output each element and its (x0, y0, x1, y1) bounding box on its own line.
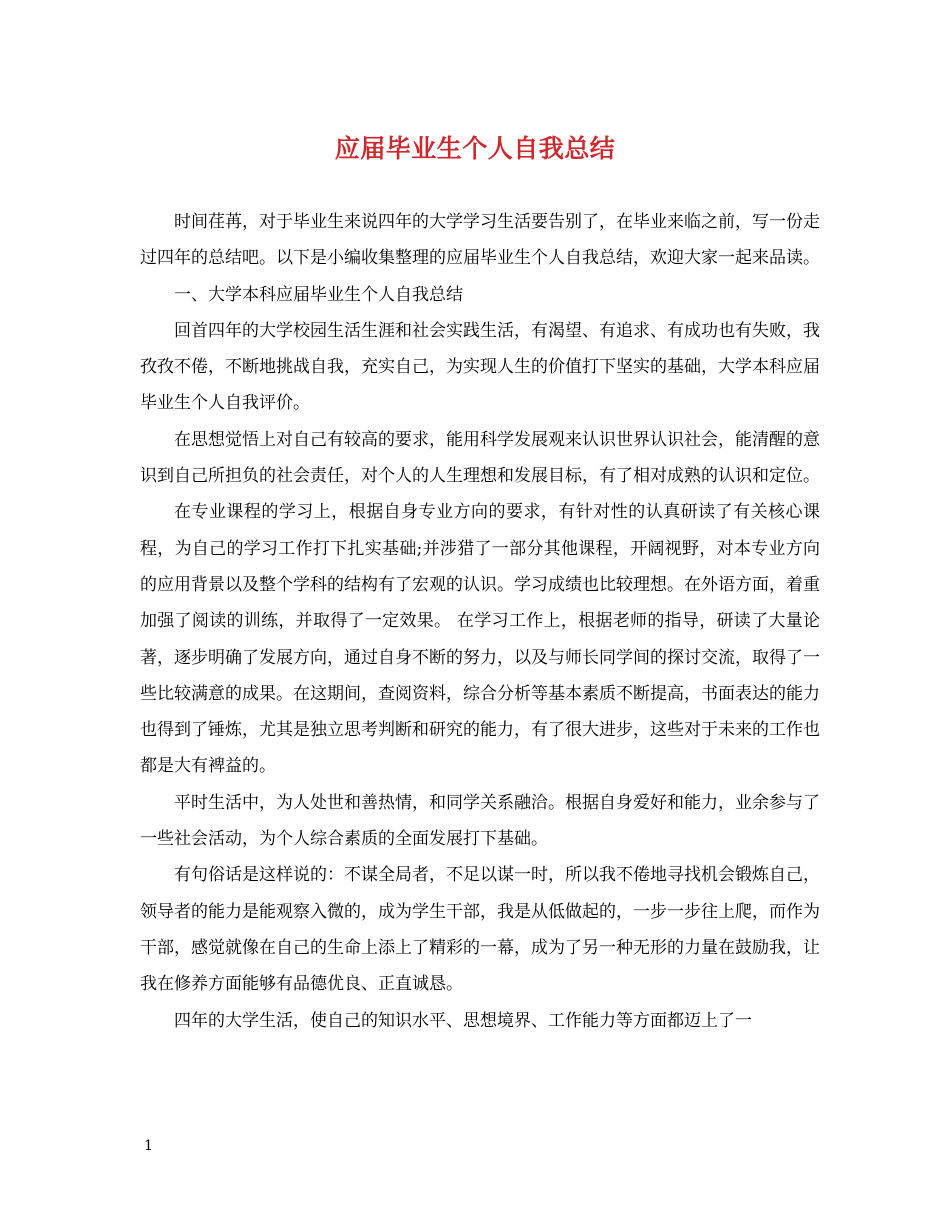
intro-paragraph: 时间荏苒，对于毕业生来说四年的大学学习生活要告别了，在毕业来临之前，写一份走过四年的总结吧。以下是小编收集整理的应届毕业生个人自我总结，欢迎大家一起来品读。 (140, 212, 820, 269)
body-paragraph: 四年的大学生活，使自己的知识水平、思想境界、工作能力等方面都迈上了一 (174, 1010, 752, 1031)
body-paragraph: 在思想觉悟上对自己有较高的要求，能用科学发展观来认识世界认识社会，能清醒的意识到自己所担负的社会责任，对个人的人生理想和发展目标，有了相对成熟的认识和定位。 (140, 429, 820, 487)
body-paragraph: 平时生活中，为人处世和善热情，和同学关系融洽。根据自身爱好和能力，业余参与了一些社会活动，为个人综合素质的全面发展打下基础。 (140, 792, 820, 850)
body-paragraph: 有句俗话是这样说的：不谋全局者，不足以谋一时，所以我不倦地寻找机会锻炼自己，领导者的能力是能观察入微的，成为学生干部，我是从低做起的，一步一步往上爬，而作为干部，感觉就像在自己的生命上添上了精彩的一幕，成为了另一种无形的力量在鼓励我，让我在修养方面能够有品德优良、正直诚恳。 (140, 865, 820, 995)
body-paragraph: 在专业课程的学习上，根据自身专业方向的要求，有针对性的认真研读了有关核心课程，为自己的学习工作打下扎实基础;并涉猎了一部分其他课程，开阔视野，对本专业方向的应用背景以及整个学科的结构有了宏观的认识。学习成绩也比较理想。在外语方面，着重加强了阅读的训练，并取得了一定效果。 在学习工作上，根据老师的指导，研读了大量论著，逐步明确了发展方向，通过自身不断的努力，以及与师长同学间的探讨交流，取得了一些比较满意的成果。在这期间，查阅资料，综合分析等基本素质不断提高，书面表达的能力也得到了锤炼，尤其是独立思考判断和研究的能力，有了很大进步，这些对于未来的工作也都是大有裨益的。 (140, 502, 820, 777)
page-number: 1 (144, 1138, 153, 1154)
document-body (140, 204, 820, 1039)
document-title: 应届毕业生个人自我总结 (334, 134, 616, 163)
body-paragraph: 回首四年的大学校园生活生涯和社会实践生活，有渴望、有追求、有成功也有失败，我孜孜不倦，不断地挑战自我，充实自己，为实现人生的价值打下坚实的基础，大学本科应届毕业生个人自我评价。 (140, 320, 820, 414)
section-heading: 一、大学本科应届毕业生个人自我总结 (174, 284, 463, 305)
